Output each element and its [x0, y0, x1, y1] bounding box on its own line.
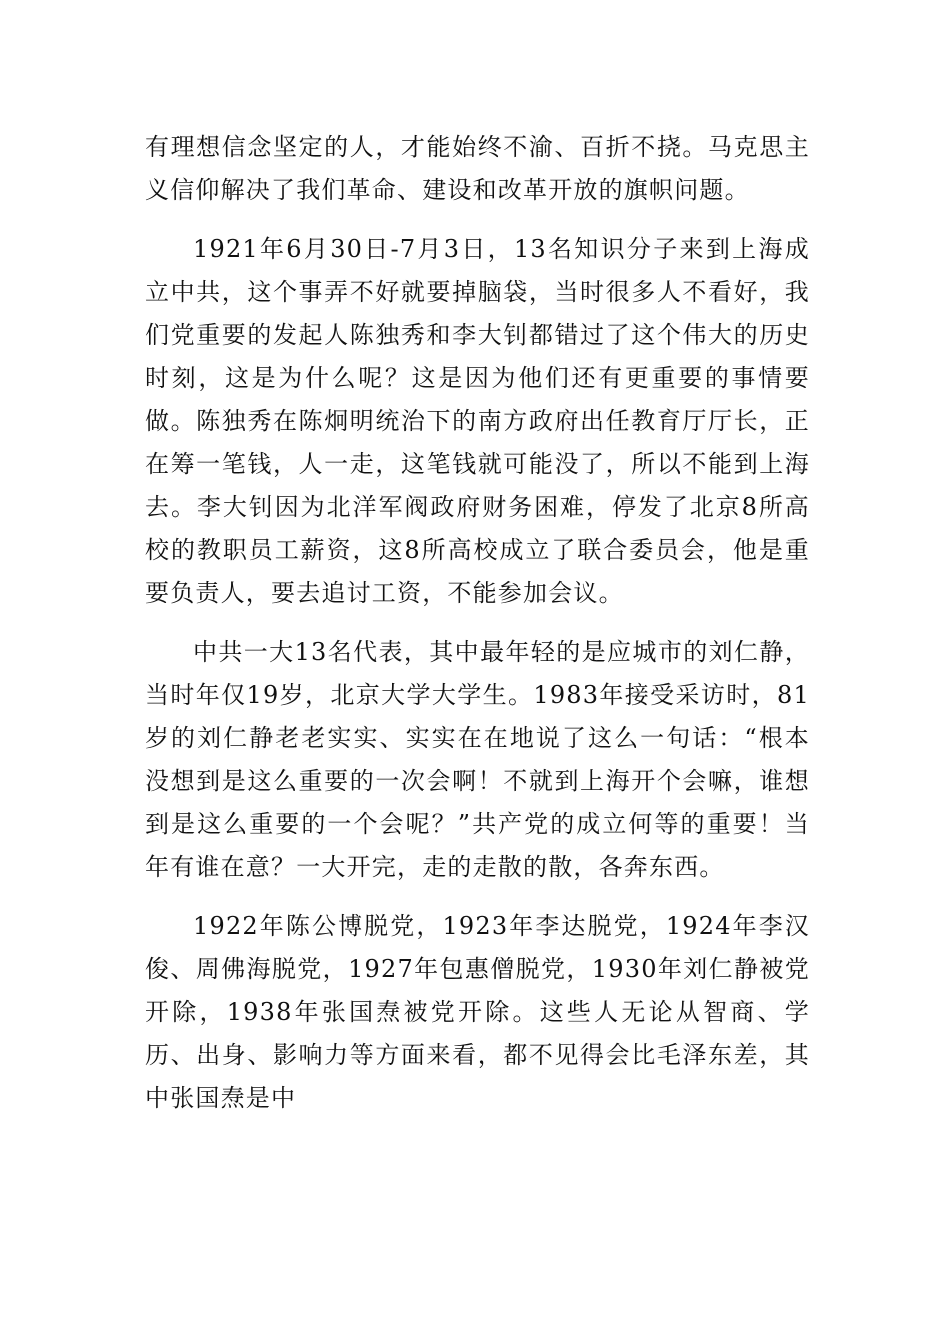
paragraph-continued: 有理想信念坚定的人，才能始终不渝、百折不挠。马克思主义信仰解决了我们革命、建设和改革开放的旗帜问题。: [145, 133, 810, 204]
body-text: [145, 126, 810, 1136]
paragraph-liu-renjing: 中共一大13名代表，其中最年轻的是应城市的刘仁静，当时年仅19岁，北京大学大学生。1983年接受采访时，81岁的刘仁静老老实实、实实在在地说了这么一句话：“根本没想到是这么重要的一次会啊！不就到上海开个会嘛，谁想到是这么重要的一个会呢？”共产党的成立何等的重要！当年有谁在意？一大开完，走的走散的散，各奔东西。: [145, 638, 810, 881]
paragraph-founding: 1921年6月30日-7月3日，13名知识分子来到上海成立中共，这个事弄不好就要掉脑袋，当时很多人不看好，我们党重要的发起人陈独秀和李大钊都错过了这个伟大的历史时刻，这是为什么呢？这是因为他们还有更重要的事情要做。陈独秀在陈炯明统治下的南方政府出任教育厅厅长，正在筹一笔钱，人一走，这笔钱就可能没了，所以不能到上海去。李大钊因为北洋军阀政府财务困难，停发了北京8所高校的教职员工薪资，这8所高校成立了联合委员会，他是重要负责人，要去追讨工资，不能参加会议。: [145, 235, 810, 607]
paragraph-departures: 1922年陈公博脱党，1923年李达脱党，1924年李汉俊、周佛海脱党，1927年包惠僧脱党，1930年刘仁静被党开除，1938年张国焘被党开除。这些人无论从智商、学历、出身、影响力等方面来看，都不见得会比毛泽东差，其中张国焘是中: [145, 912, 810, 1112]
